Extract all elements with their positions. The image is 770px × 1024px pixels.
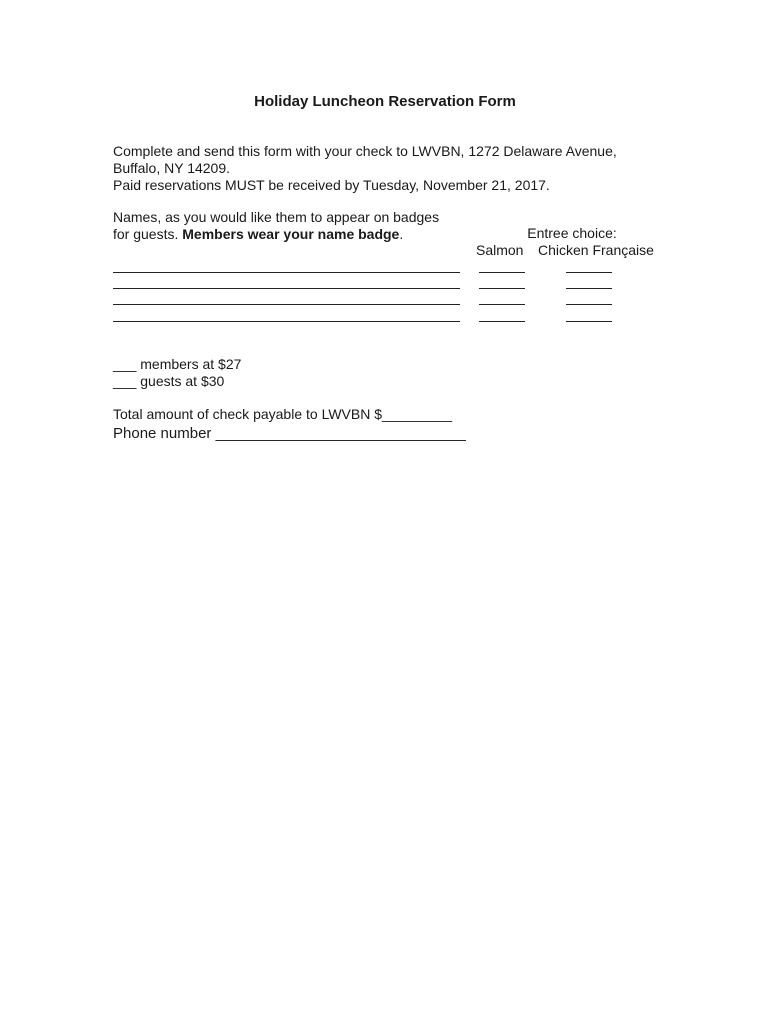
form-title: Holiday Luncheon Reservation Form xyxy=(254,93,516,110)
guest-name-field[interactable] xyxy=(113,304,460,305)
phone-number-line xyxy=(113,425,466,443)
guest-name-field[interactable] xyxy=(113,272,460,273)
intro-paragraph xyxy=(113,143,673,194)
total-amount-field[interactable]: _________ xyxy=(382,406,453,422)
phone-number-label: Phone number xyxy=(113,425,216,442)
entree-option-salmon: Salmon xyxy=(476,242,524,258)
names-line-1: Names, as you would like them to appear on badges xyxy=(113,209,440,225)
members-count-line xyxy=(113,356,241,373)
total-amount-line xyxy=(113,406,452,423)
total-amount-label: Total amount of check payable to LWVBN $ xyxy=(113,406,382,422)
members-badge-note: Members wear your name badge xyxy=(182,226,400,242)
entree-option-chicken: Chicken Française xyxy=(538,242,654,258)
chicken-choice-field[interactable] xyxy=(566,321,612,322)
intro-line-address: Complete and send this form with your check to LWVBN, 1272 Delaware Avenue, xyxy=(113,143,617,159)
members-count-field[interactable]: ___ xyxy=(113,356,137,372)
salmon-choice-field[interactable] xyxy=(479,272,525,273)
names-line-2 xyxy=(113,226,473,243)
entree-heading: Entree choice: xyxy=(527,225,617,241)
chicken-choice-field[interactable] xyxy=(566,272,612,273)
guest-name-field[interactable] xyxy=(113,288,460,289)
entree-choice-header xyxy=(470,225,660,258)
guest-name-field[interactable] xyxy=(113,321,460,322)
members-price-label: members at $27 xyxy=(136,356,242,372)
chicken-choice-field[interactable] xyxy=(566,304,612,305)
names-line-2-prefix: for guests. xyxy=(113,226,183,242)
salmon-choice-field[interactable] xyxy=(479,321,525,322)
names-line-2-suffix: . xyxy=(399,226,404,242)
guests-price-label: guests at $30 xyxy=(136,373,225,389)
intro-line-deadline: Paid reservations MUST be received by Tuesday, November 21, 2017. xyxy=(113,177,550,193)
guests-count-line xyxy=(113,373,241,390)
attendee-counts xyxy=(113,356,241,390)
guests-count-field[interactable]: ___ xyxy=(113,373,137,389)
names-instructions xyxy=(113,209,473,243)
phone-number-field[interactable]: ______________________________ xyxy=(215,425,466,442)
intro-line-city: Buffalo, NY 14209. xyxy=(113,160,231,176)
salmon-choice-field[interactable] xyxy=(479,288,525,289)
salmon-choice-field[interactable] xyxy=(479,304,525,305)
chicken-choice-field[interactable] xyxy=(566,288,612,289)
